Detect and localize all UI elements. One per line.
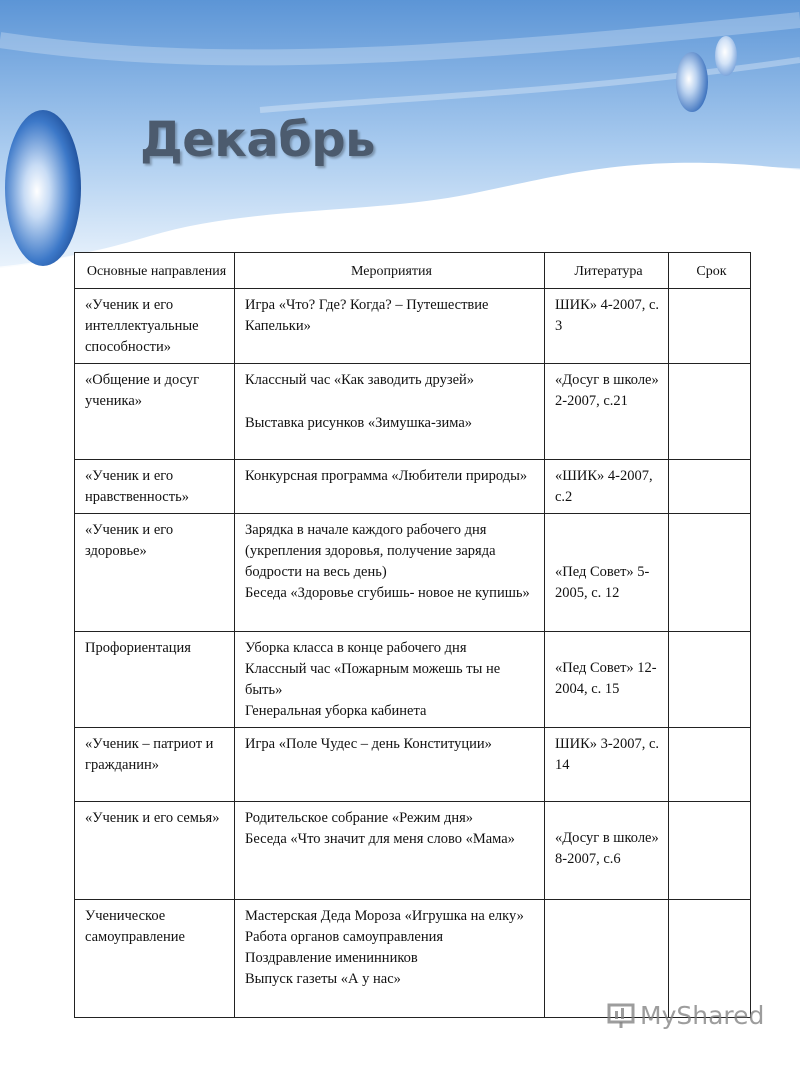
direction-cell: Ученическое самоуправление bbox=[75, 900, 235, 1018]
literature-cell bbox=[545, 632, 669, 728]
event-line: Классный час «Пожарным можешь ты не быть» bbox=[245, 661, 501, 698]
event-line: Генеральная уборка кабинета bbox=[245, 703, 427, 719]
events-cell bbox=[235, 802, 545, 900]
direction-cell: «Ученик и его здоровье» bbox=[75, 514, 235, 632]
literature-text: «Пед Совет» 5-2005, с. 12 bbox=[555, 564, 650, 601]
term-cell bbox=[669, 460, 751, 514]
event-line: Зарядка в начале каждого рабочего дня (укрепления здоровья, получение заряда бодрости на весь день) bbox=[245, 522, 496, 580]
term-cell bbox=[669, 802, 751, 900]
event-line: Поздравление именинников bbox=[245, 950, 418, 966]
direction-cell: «Общение и досуг ученика» bbox=[75, 364, 235, 460]
event-line: Беседа «Что значит для меня слово «Мама» bbox=[245, 831, 515, 847]
literature-cell: ШИК» 4-2007, с. 3 bbox=[545, 289, 669, 364]
literature-cell bbox=[545, 802, 669, 900]
literature-cell: «Досуг в школе» 2-2007, с.21 bbox=[545, 364, 669, 460]
events-cell bbox=[235, 900, 545, 1018]
table-header-row bbox=[75, 253, 751, 289]
events-cell bbox=[235, 728, 545, 802]
event-line: Выпуск газеты «А у нас» bbox=[245, 971, 401, 987]
table-row bbox=[75, 460, 751, 514]
column-header: Срок bbox=[669, 253, 751, 289]
event-line: Родительское собрание «Режим дня» bbox=[245, 810, 474, 826]
direction-cell: «Ученик и его нравственность» bbox=[75, 460, 235, 514]
event-line: Беседа «Здоровье сгубишь- новое не купишь» bbox=[245, 585, 530, 601]
event-line: Выставка рисунков «Зимушка-зима» bbox=[245, 415, 473, 431]
table-row bbox=[75, 364, 751, 460]
direction-cell: «Ученик и его семья» bbox=[75, 802, 235, 900]
event-line: Игра «Поле Чудес – день Конституции» bbox=[245, 736, 492, 752]
event-line: Мастерская Деда Мороза «Игрушка на елку» bbox=[245, 908, 524, 924]
table-row bbox=[75, 728, 751, 802]
table-row bbox=[75, 289, 751, 364]
page-title: Декабрь bbox=[140, 112, 375, 168]
event-line: Конкурсная программа «Любители природы» bbox=[245, 468, 528, 484]
literature-cell bbox=[545, 514, 669, 632]
table-row bbox=[75, 802, 751, 900]
events-cell bbox=[235, 514, 545, 632]
direction-cell: «Ученик и его интеллектуальные способности» bbox=[75, 289, 235, 364]
events-cell bbox=[235, 364, 545, 460]
events-cell bbox=[235, 289, 545, 364]
direction-cell: «Ученик – патриот и гражданин» bbox=[75, 728, 235, 802]
myshared-watermark bbox=[606, 1000, 764, 1030]
column-header: Основные направления bbox=[75, 253, 235, 289]
events-cell bbox=[235, 632, 545, 728]
term-cell bbox=[669, 289, 751, 364]
column-header: Мероприятия bbox=[235, 253, 545, 289]
watermark-text: MyShared bbox=[640, 1000, 765, 1030]
literature-text: «Досуг в школе» 8-2007, с.6 bbox=[555, 830, 659, 867]
term-cell bbox=[669, 364, 751, 460]
presentation-board-icon bbox=[606, 1000, 636, 1030]
event-line: Классный час «Как заводить друзей» bbox=[245, 372, 475, 388]
term-cell bbox=[669, 632, 751, 728]
table-row bbox=[75, 632, 751, 728]
event-line: Игра «Что? Где? Когда? – Путешествие Капельки» bbox=[245, 297, 489, 334]
term-cell bbox=[669, 514, 751, 632]
event-line: Уборка класса в конце рабочего дня bbox=[245, 640, 467, 656]
direction-cell: Профориентация bbox=[75, 632, 235, 728]
literature-cell: «ШИК» 4-2007, с.2 bbox=[545, 460, 669, 514]
column-header: Литература bbox=[545, 253, 669, 289]
literature-cell: ШИК» 3-2007, с. 14 bbox=[545, 728, 669, 802]
events-cell bbox=[235, 460, 545, 514]
plan-table bbox=[74, 252, 751, 1018]
table-row bbox=[75, 514, 751, 632]
term-cell bbox=[669, 728, 751, 802]
event-line: Работа органов самоуправления bbox=[245, 929, 444, 945]
literature-text: «Пед Совет» 12-2004, с. 15 bbox=[555, 660, 657, 697]
